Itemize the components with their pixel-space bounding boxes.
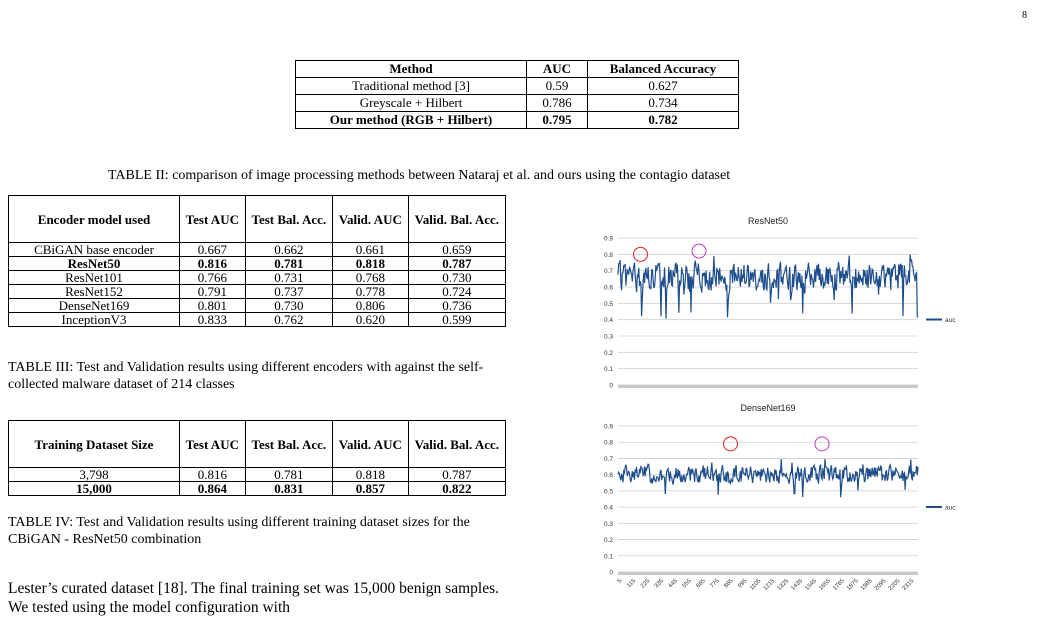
table-cell: 0.667 <box>180 243 246 257</box>
y-tick-label: 0.7 <box>603 268 613 276</box>
x-tick-label: 115 <box>626 578 638 590</box>
table-4 <box>8 420 506 496</box>
y-tick-label: 0.5 <box>603 300 613 308</box>
table-cell: 15,000 <box>9 482 180 496</box>
table-4-caption: TABLE IV: Test and Validation results using different training dataset sizes for the CBiGAN - ResNet50 combination <box>8 515 470 547</box>
x-tick-label: 1985 <box>860 578 874 592</box>
table-cell: 0.762 <box>245 313 332 327</box>
table-row <box>296 78 739 95</box>
densenet169-chart <box>590 398 970 610</box>
y-tick-label: 0.3 <box>603 520 613 528</box>
table-cell: 0.864 <box>180 482 246 496</box>
table-cell: ResNet101 <box>9 271 180 285</box>
legend-label: auc <box>945 504 956 512</box>
table-cell: DenseNet169 <box>9 299 180 313</box>
table-row <box>9 313 506 327</box>
highlight-circle <box>724 437 738 451</box>
table-cell: 0.731 <box>245 271 332 285</box>
x-tick-label: 1215 <box>762 578 777 592</box>
table-header: Valid. Bal. Acc. <box>408 421 505 468</box>
body-paragraph: Lester’s curated dataset [18]. The final training set was 15,000 benign samples. We tested using the model configuration with <box>8 580 499 616</box>
chart-title: ResNet50 <box>747 216 789 226</box>
legend-label: auc <box>945 317 956 324</box>
table-row <box>9 257 506 271</box>
table-cell: 0.737 <box>245 285 332 299</box>
x-tick-label: 445 <box>667 578 680 590</box>
table-cell: 0.787 <box>408 257 505 271</box>
table-cell: Traditional method [3] <box>296 78 527 95</box>
table-cell: ResNet50 <box>9 257 180 271</box>
table-cell: 0.831 <box>245 482 332 496</box>
table-cell: 0.818 <box>333 257 409 271</box>
table-cell: 0.662 <box>245 243 332 257</box>
table-cell: 0.766 <box>180 271 246 285</box>
x-tick-label: 1325 <box>776 578 791 592</box>
y-tick-label: 0.1 <box>603 553 613 561</box>
x-tick-label: 1545 <box>804 578 819 592</box>
y-tick-label: 0.8 <box>603 251 613 259</box>
table-cell: 0.768 <box>333 271 409 285</box>
table-cell: 0.724 <box>408 285 505 299</box>
x-tick-label: 1655 <box>818 578 832 592</box>
y-tick-label: 0.9 <box>603 235 613 243</box>
table-header: Test AUC <box>180 196 246 243</box>
x-tick-label: 225 <box>639 578 652 590</box>
highlight-circle <box>692 244 706 258</box>
table-row <box>9 243 506 257</box>
table-2-caption: TABLE II: comparison of image processing methods between Nataraj et al. and ours using the contagio dataset <box>108 168 731 183</box>
table-row <box>9 271 506 285</box>
table-header: Valid. Bal. Acc. <box>408 196 505 243</box>
table-cell: 0.599 <box>408 313 505 327</box>
y-tick-label: 0 <box>609 569 613 577</box>
table-header: Test Bal. Acc. <box>245 196 332 243</box>
table-row <box>9 468 506 482</box>
table-header: Test Bal. Acc. <box>245 421 332 468</box>
table-cell: 0.620 <box>333 313 409 327</box>
x-tick-label: 665 <box>695 578 707 590</box>
table-row <box>9 482 506 496</box>
table-row <box>296 95 739 112</box>
x-tick-label: 2095 <box>873 578 888 592</box>
table-cell: 0.816 <box>180 468 246 482</box>
table-cell: 0.59 <box>527 78 588 95</box>
table-header: AUC <box>527 61 588 78</box>
table-cell: ResNet152 <box>9 285 180 299</box>
table-cell: 0.787 <box>408 468 505 482</box>
x-tick-label: 885 <box>723 578 735 590</box>
table-cell: 0.781 <box>245 257 332 271</box>
y-tick-label: 0.5 <box>603 488 613 496</box>
table-3-caption: TABLE III: Test and Validation results using different encoders with against the self-collected malware dataset of 214 classes <box>8 360 484 392</box>
table-cell: 0.778 <box>333 285 409 299</box>
x-tick-label: 1765 <box>832 578 846 592</box>
table-cell: 0.816 <box>180 257 246 271</box>
x-tick-label: 2315 <box>901 578 916 592</box>
y-tick-label: 0.2 <box>603 349 613 357</box>
x-tick-label: 555 <box>681 578 693 590</box>
table-2 <box>295 60 739 129</box>
table-cell: 0.734 <box>588 95 739 112</box>
highlight-circle <box>815 437 829 451</box>
table-cell: 0.659 <box>408 243 505 257</box>
table-header: Balanced Accuracy <box>588 61 739 78</box>
series-line-auc <box>618 459 918 497</box>
table-cell: 0.786 <box>527 95 588 112</box>
table-cell: 0.801 <box>180 299 246 313</box>
resnet50-chart <box>590 210 970 400</box>
table-cell: 0.782 <box>588 112 739 129</box>
table-row <box>9 285 506 299</box>
table-cell: 0.818 <box>333 468 409 482</box>
y-tick-label: 0 <box>609 382 613 390</box>
y-tick-label: 0.7 <box>603 455 613 463</box>
table-header: Valid. AUC <box>333 421 409 468</box>
x-tick-label: 1875 <box>846 578 860 592</box>
x-tick-label: 1435 <box>790 578 805 592</box>
table-header: Method <box>296 61 527 78</box>
table-header: Valid. AUC <box>333 196 409 243</box>
table-3 <box>8 195 506 327</box>
table-cell: 0.661 <box>333 243 409 257</box>
table-header: Test AUC <box>180 421 246 468</box>
table-cell: 0.791 <box>180 285 246 299</box>
x-tick-label: 2205 <box>887 578 902 592</box>
page-number: 8 <box>1022 10 1027 21</box>
table-cell: 0.730 <box>408 271 505 285</box>
table-cell: 3,798 <box>9 468 180 482</box>
table-cell: 0.857 <box>333 482 409 496</box>
x-tick-label: 775 <box>709 578 721 590</box>
y-tick-label: 0.6 <box>603 284 613 292</box>
x-axis-band <box>618 385 918 388</box>
y-tick-label: 0.2 <box>603 537 613 545</box>
table-cell: InceptionV3 <box>9 313 180 327</box>
y-tick-label: 0.6 <box>603 472 613 480</box>
x-tick-label: 5 <box>616 578 624 585</box>
table-row <box>9 299 506 313</box>
table-row <box>296 112 739 129</box>
table-cell: 0.627 <box>588 78 739 95</box>
table-header: Training Dataset Size <box>9 421 180 468</box>
table-cell: 0.736 <box>408 299 505 313</box>
table-cell: 0.822 <box>408 482 505 496</box>
y-tick-label: 0.1 <box>603 366 613 374</box>
x-tick-label: 1105 <box>749 578 763 592</box>
y-tick-label: 0.4 <box>603 317 613 325</box>
y-tick-label: 0.4 <box>603 504 613 512</box>
table-cell: Our method (RGB + Hilbert) <box>296 112 527 129</box>
y-tick-label: 0.8 <box>603 439 613 447</box>
table-cell: 0.806 <box>333 299 409 313</box>
table-cell: 0.833 <box>180 313 246 327</box>
table-cell: 0.730 <box>245 299 332 313</box>
y-tick-label: 0.9 <box>603 423 613 431</box>
table-header: Encoder model used <box>9 196 180 243</box>
x-axis-band <box>618 572 918 575</box>
y-tick-label: 0.3 <box>603 333 613 341</box>
table-cell: Greyscale + Hilbert <box>296 95 527 112</box>
table-cell: 0.795 <box>527 112 588 129</box>
chart-title: DenseNet169 <box>740 403 796 413</box>
x-tick-label: 995 <box>737 578 749 590</box>
x-tick-label: 335 <box>653 578 666 590</box>
table-cell: CBiGAN base encoder <box>9 243 180 257</box>
table-cell: 0.781 <box>245 468 332 482</box>
